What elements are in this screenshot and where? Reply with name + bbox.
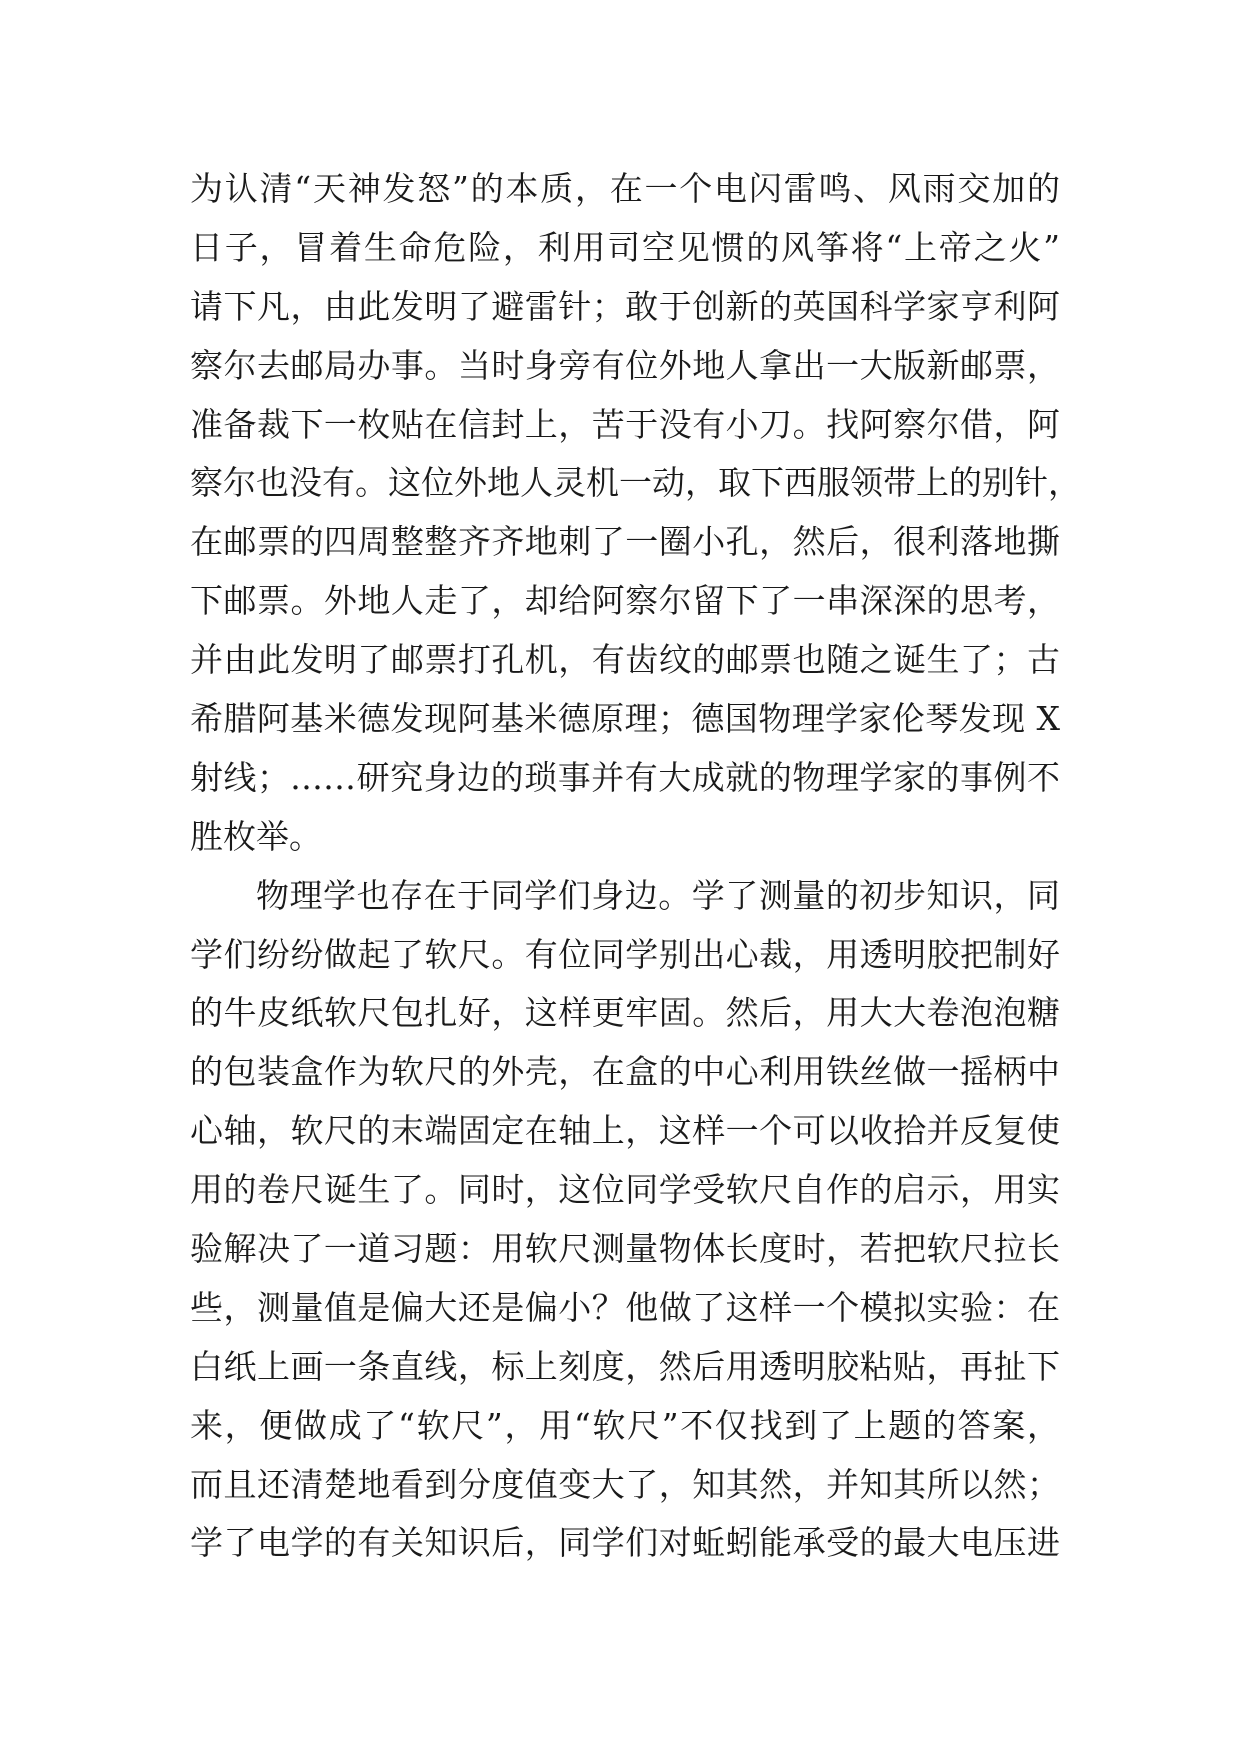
text-line: 验解决了一道习题：用软尺测量物体长度时，若把软尺拉长 bbox=[190, 1229, 1060, 1269]
text-line: 察尔也没有。这位外地人灵机一动，取下西服领带上的别针， bbox=[190, 463, 1081, 503]
text-line: 的包装盒作为软尺的外壳，在盒的中心利用铁丝做一摇柄中 bbox=[190, 1052, 1060, 1092]
text-line: 请下凡，由此发明了避雷针；敢于创新的英国科学家亨利阿 bbox=[190, 286, 1060, 326]
text-line: 来，便做成了“软尺”，用“软尺”不仅找到了上题的答案， bbox=[190, 1405, 1060, 1445]
paragraph-1 bbox=[190, 160, 1081, 867]
paragraph-2 bbox=[190, 867, 1060, 1574]
text-line: 下邮票。外地人走了，却给阿察尔留下了一串深深的思考， bbox=[190, 581, 1060, 621]
text-line: 察尔去邮局办事。当时身旁有位外地人拿出一大版新邮票， bbox=[190, 345, 1060, 385]
text-line: 胜枚举。 bbox=[190, 816, 322, 856]
text-line: 射线；……研究身边的琐事并有大成就的物理学家的事例不 bbox=[190, 757, 1060, 797]
text-line: 的牛皮纸软尺包扎好，这样更牢固。然后，用大大卷泡泡糖 bbox=[190, 993, 1060, 1033]
text-line: 而且还清楚地看到分度值变大了，知其然，并知其所以然； bbox=[190, 1464, 1060, 1504]
text-line: 用的卷尺诞生了。同时，这位同学受软尺自作的启示，用实 bbox=[190, 1170, 1060, 1210]
text-line: 白纸上画一条直线，标上刻度，然后用透明胶粘贴，再扯下 bbox=[190, 1346, 1060, 1386]
text-line: 日子，冒着生命危险，利用司空见惯的风筝将“上帝之火” bbox=[190, 227, 1060, 267]
text-line: 在邮票的四周整整齐齐地刺了一圈小孔，然后，很利落地撕 bbox=[190, 522, 1060, 562]
text-line: 准备裁下一枚贴在信封上，苦于没有小刀。找阿察尔借，阿 bbox=[190, 404, 1060, 444]
text-line: 心轴，软尺的末端固定在轴上，这样一个可以收拾并反复使 bbox=[190, 1111, 1060, 1151]
text-line: 学了电学的有关知识后，同学们对蚯蚓能承受的最大电压进 bbox=[190, 1523, 1060, 1563]
text-line: 为认清“天神发怒”的本质，在一个电闪雷鸣、风雨交加的 bbox=[190, 169, 1060, 208]
text-line: 物理学也存在于同学们身边。学了测量的初步知识，同 bbox=[256, 875, 1060, 915]
body-text bbox=[190, 160, 1081, 1573]
text-line: 并由此发明了邮票打孔机，有齿纹的邮票也随之诞生了；古 bbox=[190, 640, 1060, 680]
text-line: 希腊阿基米德发现阿基米德原理；德国物理学家伦琴发现 X bbox=[190, 699, 1060, 739]
text-line: 些，测量值是偏大还是偏小？他做了这样一个模拟实验：在 bbox=[190, 1287, 1060, 1327]
text-line: 学们纷纷做起了软尺。有位同学别出心裁，用透明胶把制好 bbox=[190, 934, 1060, 974]
